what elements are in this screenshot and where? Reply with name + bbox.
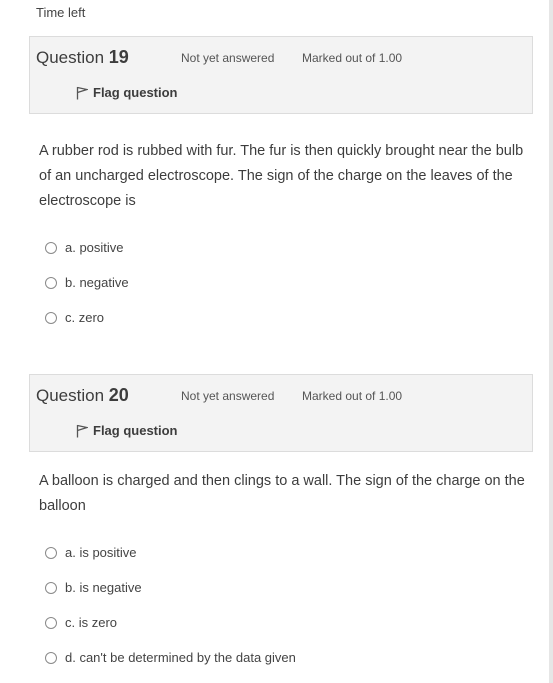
option-label: a. positive — [65, 240, 124, 255]
question-19-status: Not yet answered — [181, 51, 275, 65]
radio-button[interactable] — [45, 277, 57, 289]
question-20-option-b[interactable] — [45, 580, 142, 595]
option-label: a. is positive — [65, 545, 137, 560]
question-20-flag-button[interactable] — [76, 423, 178, 438]
question-word: Question — [36, 386, 105, 405]
flag-label: Flag question — [93, 423, 178, 438]
question-20-info-box — [29, 374, 533, 452]
flag-label: Flag question — [93, 85, 178, 100]
question-19-marks: Marked out of 1.00 — [302, 51, 403, 65]
question-19-flag-button[interactable] — [76, 85, 178, 100]
time-left-label: Time left — [36, 5, 86, 20]
question-19-option-a[interactable] — [45, 240, 124, 255]
question-number: 19 — [108, 47, 129, 67]
question-20-marks: Marked out of 1.00 — [302, 389, 403, 403]
question-19-text: A rubber rod is rubbed with fur. The fur is then quickly brought near the bulb of an uncharged electroscope. The sign of the charge on the leaves of the electroscope is — [39, 143, 524, 209]
question-number: 20 — [108, 385, 129, 405]
question-19-info-box — [29, 36, 533, 114]
option-label: b. is negative — [65, 580, 142, 595]
question-20-option-d[interactable] — [45, 650, 296, 665]
question-19-title — [36, 47, 129, 68]
question-20-text: A balloon is charged and then clings to a wall. The sign of the charge on the balloon — [39, 473, 525, 514]
flag-icon — [76, 86, 88, 100]
question-19-option-c[interactable] — [45, 310, 104, 325]
question-20-title — [36, 385, 129, 406]
radio-button[interactable] — [45, 582, 57, 594]
question-20-option-c[interactable] — [45, 615, 117, 630]
radio-button[interactable] — [45, 652, 57, 664]
option-label: b. negative — [65, 275, 129, 290]
question-word: Question — [36, 48, 105, 67]
flag-icon — [76, 424, 88, 438]
radio-button[interactable] — [45, 242, 57, 254]
radio-button[interactable] — [45, 547, 57, 559]
page-edge — [549, 0, 553, 683]
question-20-status: Not yet answered — [181, 389, 275, 403]
question-20-option-a[interactable] — [45, 545, 137, 560]
option-label: d. can't be determined by the data given — [65, 650, 296, 665]
option-label: c. is zero — [65, 615, 118, 630]
question-19-option-b[interactable] — [45, 275, 129, 290]
option-label: c. zero — [65, 310, 105, 325]
radio-button[interactable] — [45, 312, 57, 324]
radio-button[interactable] — [45, 617, 57, 629]
